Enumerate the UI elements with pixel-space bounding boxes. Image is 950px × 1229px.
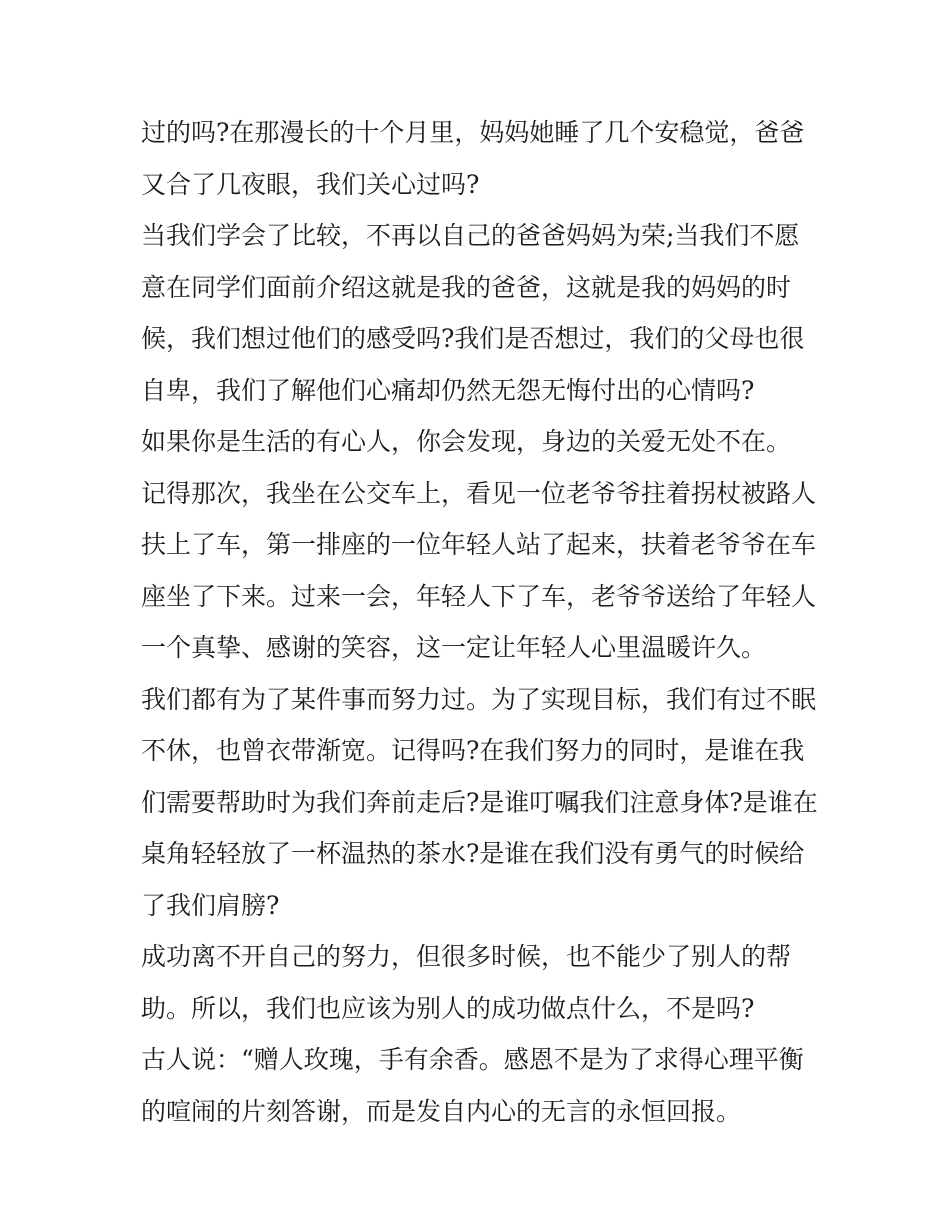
text-line: 候，我们想过他们的感受吗?我们是否想过，我们的父母也很	[141, 324, 805, 353]
text-line: 不休，也曾衣带渐宽。记得吗?在我们努力的同时，是谁在我	[141, 736, 805, 765]
text-line: 助。所以，我们也应该为别人的成功做点什么，不是吗?	[141, 993, 755, 1023]
body-text	[141, 107, 821, 1137]
text-line: 我们都有为了某件事而努力过。为了实现目标，我们有过不眠	[141, 684, 817, 714]
text-line: 们需要帮助时为我们奔前走后?是谁叮嘱我们注意身体?是谁在	[141, 787, 818, 817]
text-line: 意在同学们面前介绍这就是我的爸爸，这就是我的妈妈的时	[141, 272, 792, 302]
text-line: 如果你是生活的有心人，你会发现，身边的关爱无处不在。	[141, 427, 792, 456]
text-line: 座坐了下来。过来一会，年轻人下了车，老爷爷送给了年轻人	[141, 581, 817, 611]
text-line: 又合了几夜眼，我们关心过吗?	[141, 169, 480, 199]
text-line: 了我们肩膀?	[141, 890, 280, 920]
text-line: 过的吗?在那漫长的十个月里，妈妈她睡了几个安稳觉，爸爸	[141, 118, 805, 147]
text-line: 当我们学会了比较，不再以自己的爸爸妈妈为荣;当我们不愿	[141, 221, 800, 250]
text-line: 桌角轻轻放了一杯温热的茶水?是谁在我们没有勇气的时候给	[141, 839, 805, 868]
text-line: 古人说：“赠人玫瑰，手有余香。感恩不是为了求得心理平衡	[141, 1045, 804, 1074]
text-line: 一个真挚、感谢的笑容，这一定让年轻人心里温暖许久。	[141, 633, 767, 662]
text-line: 的喧闹的片刻答谢，而是发自内心的无言的永恒回报。	[141, 1096, 742, 1126]
text-line: 扶上了车，第一排座的一位年轻人站了起来，扶着老爷爷在车	[141, 530, 817, 559]
text-line: 自卑，我们了解他们心痛却仍然无怨无悔付出的心情吗?	[141, 375, 755, 405]
text-line: 记得那次，我坐在公交车上，看见一位老爷爷拄着拐杖被路人	[141, 478, 817, 508]
text-line: 成功离不开自己的努力，但很多时候，也不能少了别人的帮	[141, 942, 792, 971]
